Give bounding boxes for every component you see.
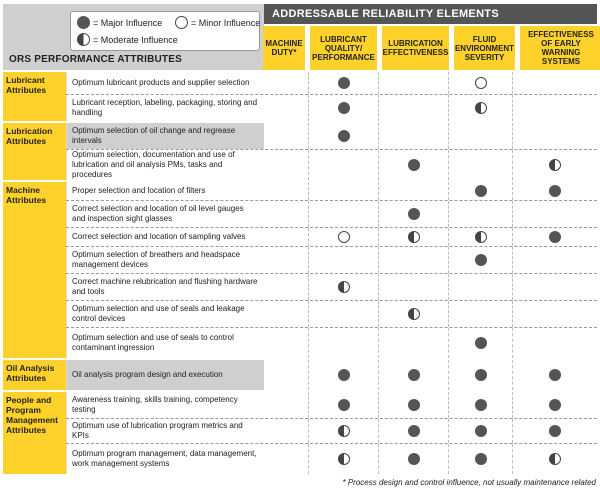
major-influence-icon bbox=[549, 231, 561, 243]
influence-cell bbox=[264, 123, 308, 149]
major-influence-icon bbox=[338, 399, 350, 411]
major-influence-icon bbox=[475, 369, 487, 381]
page-title: ORS PERFORMANCE ATTRIBUTES bbox=[9, 54, 182, 65]
influence-cell bbox=[308, 392, 378, 418]
influence-cell bbox=[378, 301, 448, 327]
influence-cell bbox=[448, 123, 512, 149]
table-row bbox=[66, 327, 597, 358]
section-label: People and Program Management Attributes bbox=[3, 392, 66, 474]
influence-cell bbox=[448, 392, 512, 418]
influence-cell bbox=[378, 419, 448, 443]
moderate-influence-icon bbox=[77, 33, 90, 46]
influence-cell bbox=[308, 201, 378, 227]
column-header: FLUID ENVIRONMENT SEVERITY bbox=[454, 26, 515, 70]
table-row bbox=[66, 149, 597, 180]
attribute-label: Correct selection and location of sampling valves bbox=[66, 228, 264, 246]
influence-cell bbox=[264, 228, 308, 246]
influence-cell bbox=[264, 419, 308, 443]
influence-cell bbox=[448, 72, 512, 94]
influence-cell bbox=[378, 123, 448, 149]
moderate-influence-icon bbox=[338, 281, 350, 293]
influence-cell bbox=[448, 228, 512, 246]
elements-band: ADDRESSABLE RELIABILITY ELEMENTS bbox=[264, 4, 597, 24]
table-row bbox=[66, 123, 597, 149]
table-row bbox=[66, 246, 597, 273]
section-label: Lubrication Attributes bbox=[3, 123, 66, 180]
influence-cell bbox=[308, 247, 378, 273]
influence-cell bbox=[308, 123, 378, 149]
influence-cell bbox=[264, 182, 308, 200]
attribute-label: Oil analysis program design and execution bbox=[66, 360, 264, 390]
major-influence-icon bbox=[408, 453, 420, 465]
attribute-label: Optimum program management, data management, work management systems bbox=[66, 444, 264, 474]
influence-cell bbox=[512, 301, 597, 327]
attribute-label: Optimum selection of oil change and regrease intervals bbox=[66, 123, 264, 149]
header-left-panel bbox=[3, 4, 264, 70]
influence-cell bbox=[448, 247, 512, 273]
table-row bbox=[66, 392, 597, 418]
major-influence-icon bbox=[408, 369, 420, 381]
major-influence-icon bbox=[408, 425, 420, 437]
influence-cell bbox=[448, 444, 512, 474]
section bbox=[3, 121, 597, 180]
table-row bbox=[66, 182, 597, 200]
major-influence-icon bbox=[549, 425, 561, 437]
influence-cell bbox=[512, 247, 597, 273]
table-row bbox=[66, 300, 597, 327]
section-label: Oil Analysis Attributes bbox=[3, 360, 66, 390]
influence-cell bbox=[264, 150, 308, 180]
major-influence-icon bbox=[475, 399, 487, 411]
moderate-influence-icon bbox=[408, 231, 420, 243]
legend-minor-label: = Minor Influence bbox=[191, 17, 261, 28]
column-header: LUBRICANT QUALITY/ PERFORMANCE bbox=[310, 26, 377, 70]
influence-cell bbox=[512, 419, 597, 443]
influence-matrix bbox=[3, 4, 597, 474]
moderate-influence-icon bbox=[338, 453, 350, 465]
major-influence-icon bbox=[77, 16, 90, 29]
influence-cell bbox=[378, 274, 448, 300]
table-row bbox=[66, 443, 597, 474]
major-influence-icon bbox=[549, 399, 561, 411]
legend-minor bbox=[175, 16, 260, 29]
table-row bbox=[66, 418, 597, 443]
influence-cell bbox=[264, 444, 308, 474]
influence-cell bbox=[512, 328, 597, 358]
minor-influence-icon bbox=[175, 16, 188, 29]
influence-cell bbox=[308, 72, 378, 94]
attribute-label: Optimum selection and use of seals and leakage control devices bbox=[66, 301, 264, 327]
section bbox=[3, 70, 597, 121]
attribute-label: Optimum selection of breathers and headspace management devices bbox=[66, 247, 264, 273]
influence-cell bbox=[448, 419, 512, 443]
attribute-label: Correct machine relubrication and flushing hardware and tools bbox=[66, 274, 264, 300]
influence-cell bbox=[378, 392, 448, 418]
legend-major bbox=[77, 16, 162, 29]
attribute-label: Optimum use of lubrication program metrics and KPIs bbox=[66, 419, 264, 443]
influence-cell bbox=[448, 274, 512, 300]
influence-cell bbox=[308, 301, 378, 327]
influence-cell bbox=[512, 444, 597, 474]
influence-cell bbox=[308, 182, 378, 200]
column-header: EFFECTIVENESS OF EARLY WARNING SYSTEMS bbox=[520, 26, 600, 70]
section bbox=[3, 180, 597, 358]
moderate-influence-icon bbox=[549, 159, 561, 171]
table-row bbox=[66, 94, 597, 121]
major-influence-icon bbox=[475, 453, 487, 465]
influence-cell bbox=[264, 72, 308, 94]
influence-cell bbox=[378, 95, 448, 121]
section-label: Machine Attributes bbox=[3, 182, 66, 358]
influence-cell bbox=[308, 419, 378, 443]
influence-cell bbox=[378, 72, 448, 94]
major-influence-icon bbox=[549, 185, 561, 197]
influence-cell bbox=[378, 360, 448, 390]
table-row bbox=[66, 72, 597, 94]
influence-cell bbox=[308, 95, 378, 121]
major-influence-icon bbox=[408, 399, 420, 411]
influence-cell bbox=[308, 360, 378, 390]
major-influence-icon bbox=[338, 102, 350, 114]
moderate-influence-icon bbox=[475, 102, 487, 114]
attribute-label: Optimum selection, documentation and use of lubrication and oil analysis PMs, tasks and procedures bbox=[66, 150, 264, 180]
table-row bbox=[66, 273, 597, 300]
major-influence-icon bbox=[408, 159, 420, 171]
influence-cell bbox=[448, 201, 512, 227]
influence-cell bbox=[264, 201, 308, 227]
influence-cell bbox=[378, 328, 448, 358]
moderate-influence-icon bbox=[338, 425, 350, 437]
influence-cell bbox=[308, 328, 378, 358]
influence-cell bbox=[512, 274, 597, 300]
footnote: * Process design and control influence, not usually maintenance related bbox=[342, 478, 596, 487]
attribute-label: Lubricant reception, labeling, packaging, storing and handling bbox=[66, 95, 264, 121]
table-row bbox=[66, 200, 597, 227]
legend-moderate-label: = Moderate Influence bbox=[93, 34, 178, 45]
influence-cell bbox=[264, 247, 308, 273]
influence-cell bbox=[378, 182, 448, 200]
influence-cell bbox=[264, 301, 308, 327]
column-header: LUBRICATION EFFECTIVENESS bbox=[382, 26, 449, 70]
legend bbox=[70, 11, 260, 51]
attribute-label: Optimum lubricant products and supplier selection bbox=[66, 72, 264, 94]
column-header: MACHINE DUTY* bbox=[263, 26, 305, 70]
influence-cell bbox=[448, 95, 512, 121]
influence-cell bbox=[264, 392, 308, 418]
section-label: Lubricant Attributes bbox=[3, 72, 66, 121]
influence-cell bbox=[512, 123, 597, 149]
influence-cell bbox=[378, 150, 448, 180]
attribute-label: Correct selection and location of oil level gauges and inspection sight glasses bbox=[66, 201, 264, 227]
influence-cell bbox=[264, 328, 308, 358]
influence-cell bbox=[512, 360, 597, 390]
table-row bbox=[66, 227, 597, 246]
influence-cell bbox=[448, 360, 512, 390]
influence-cell bbox=[264, 95, 308, 121]
minor-influence-icon bbox=[338, 231, 350, 243]
major-influence-icon bbox=[475, 254, 487, 266]
influence-cell bbox=[378, 444, 448, 474]
major-influence-icon bbox=[475, 185, 487, 197]
major-influence-icon bbox=[338, 77, 350, 89]
influence-cell bbox=[448, 301, 512, 327]
influence-cell bbox=[308, 444, 378, 474]
attribute-label: Optimum selection and use of seals to control contaminant ingression bbox=[66, 328, 264, 358]
influence-cell bbox=[308, 150, 378, 180]
major-influence-icon bbox=[475, 337, 487, 349]
attribute-label: Awareness training, skills training, competency testing bbox=[66, 392, 264, 418]
influence-cell bbox=[264, 360, 308, 390]
influence-cell bbox=[512, 392, 597, 418]
influence-cell bbox=[448, 328, 512, 358]
influence-cell bbox=[512, 182, 597, 200]
influence-cell bbox=[512, 95, 597, 121]
major-influence-icon bbox=[475, 425, 487, 437]
legend-major-label: = Major Influence bbox=[93, 17, 163, 28]
section bbox=[3, 390, 597, 474]
table-body bbox=[3, 70, 597, 474]
influence-cell bbox=[308, 274, 378, 300]
influence-cell bbox=[512, 228, 597, 246]
attribute-label: Proper selection and location of filters bbox=[66, 182, 264, 200]
influence-cell bbox=[308, 228, 378, 246]
influence-cell bbox=[512, 72, 597, 94]
moderate-influence-icon bbox=[408, 308, 420, 320]
moderate-influence-icon bbox=[549, 453, 561, 465]
influence-cell bbox=[512, 150, 597, 180]
major-influence-icon bbox=[338, 130, 350, 142]
influence-cell bbox=[448, 182, 512, 200]
influence-cell bbox=[378, 201, 448, 227]
minor-influence-icon bbox=[475, 77, 487, 89]
legend-moderate bbox=[77, 33, 178, 46]
moderate-influence-icon bbox=[475, 231, 487, 243]
influence-cell bbox=[378, 247, 448, 273]
influence-cell bbox=[378, 228, 448, 246]
table-row bbox=[66, 360, 597, 390]
influence-cell bbox=[264, 274, 308, 300]
section bbox=[3, 358, 597, 390]
influence-cell bbox=[448, 150, 512, 180]
major-influence-icon bbox=[549, 369, 561, 381]
influence-cell bbox=[512, 201, 597, 227]
major-influence-icon bbox=[408, 208, 420, 220]
table-header bbox=[3, 4, 597, 70]
major-influence-icon bbox=[338, 369, 350, 381]
